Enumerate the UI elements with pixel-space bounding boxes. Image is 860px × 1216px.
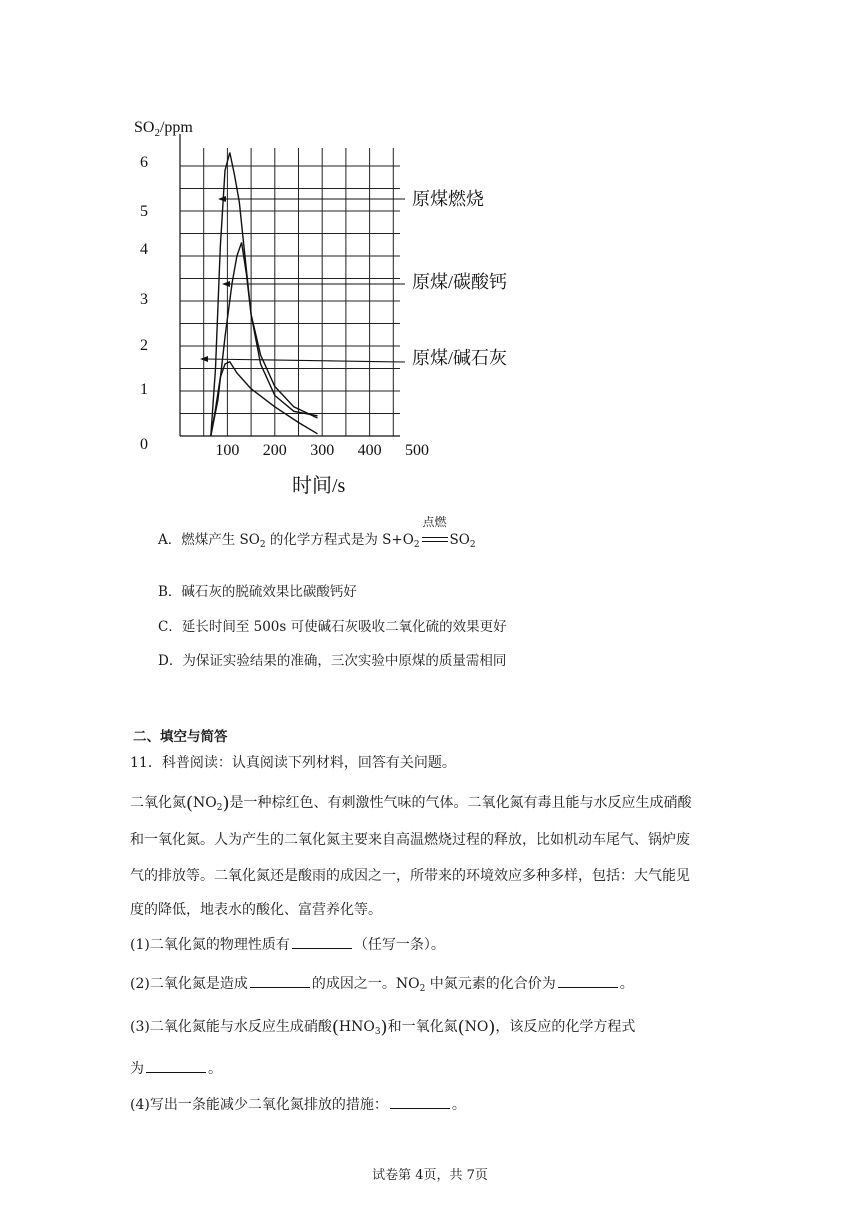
y-tick-label: 0 [140,436,148,453]
answer-blank[interactable] [146,1058,206,1073]
chart-series [211,153,318,437]
x-tick-label: 100 [215,442,240,459]
chart-grid [180,148,400,436]
x-tick-label: 300 [310,442,335,459]
sub-question-1: (1)二氧化氮的物理性质有 （任写一条）。 [130,934,445,955]
passage-line-1: 二氧化氮$(NO_2)$是一种棕红色、有刺激性气味的气体。二氧化氮有毒且能与水反应生成硝酸 [130,793,692,814]
x-tick-label: 400 [357,442,382,459]
option-b: B．碱石灰的脱硫效果比碳酸钙好 [158,584,357,600]
y-tick-label: 5 [140,203,148,220]
answer-blank[interactable] [292,934,352,949]
arrow-head-icon [218,196,226,202]
answer-blank[interactable] [390,1094,450,1109]
y-tick-label: 1 [140,381,148,398]
sub-question-2: (2)二氧化氮是造成 的成因之一。$NO_2$ 中氮元素的化合价为 。 [130,973,634,999]
section-heading: 二、填空与简答 [133,729,228,745]
question-11: 11．科普阅读：认真阅读下列材料，回答有关问题。 [130,755,456,771]
answer-blank[interactable] [558,973,618,988]
legend-label: 原煤燃烧 [412,189,484,209]
x-tick-label: 200 [262,442,287,459]
y-tick-label: 3 [140,291,148,308]
passage-line-2: 和一氧化氮。人为产生的二氧化氮主要来自高温燃烧过程的释放，比如机动车尾气、锅炉废 [130,832,690,848]
y-tick-label: 4 [140,241,148,258]
legend-pointer [206,359,405,362]
legend-label: 原煤/碳酸钙 [412,272,508,292]
passage-line-4: 度的降低，地表水的酸化、富营养化等。 [130,902,382,918]
sub-question-3: (3)二氧化氮能与水反应生成硝酸$(HNO_3)$和一氧化氮(NO)，该反应的化学方程式 [130,1017,636,1038]
y-tick-label: 6 [140,154,148,171]
y-axis-label: $SO_2$/ppm [134,119,193,139]
series-line-1 [211,153,318,437]
so2-chart [120,108,540,508]
answer-blank[interactable] [250,973,310,988]
sub-question-3-line-2: 为 。 [130,1058,222,1079]
legend-label: 原煤/碱石灰 [412,348,508,368]
option-a: A．燃煤产生 $SO_2$ 的化学方程式是为 $S+O_2$ 点燃 $SO_2$ [158,515,476,550]
y-tick-label: 2 [140,337,148,354]
arrow-head-icon [222,281,230,287]
reaction-condition: 点燃 [420,530,450,544]
x-tick-label: 500 [405,442,429,459]
option-c: C．延长时间至 500s 可使碱石灰吸收二氧化硫的效果更好 [158,619,507,635]
option-d: D．为保证实验结果的准确，三次实验中原煤的质量需相同 [158,653,507,669]
page-footer: 试卷第 4页，共 7页 [372,1168,488,1183]
x-axis-label: 时间/s [292,475,346,497]
sub-question-4: (4)写出一条能减少二氧化氮排放的措施： 。 [130,1094,466,1115]
series-line-2 [211,243,318,437]
passage-line-3: 气的排放等。二氧化氮还是酸雨的成因之一，所带来的环境效应多种多样，包括：大气能见 [130,868,690,884]
